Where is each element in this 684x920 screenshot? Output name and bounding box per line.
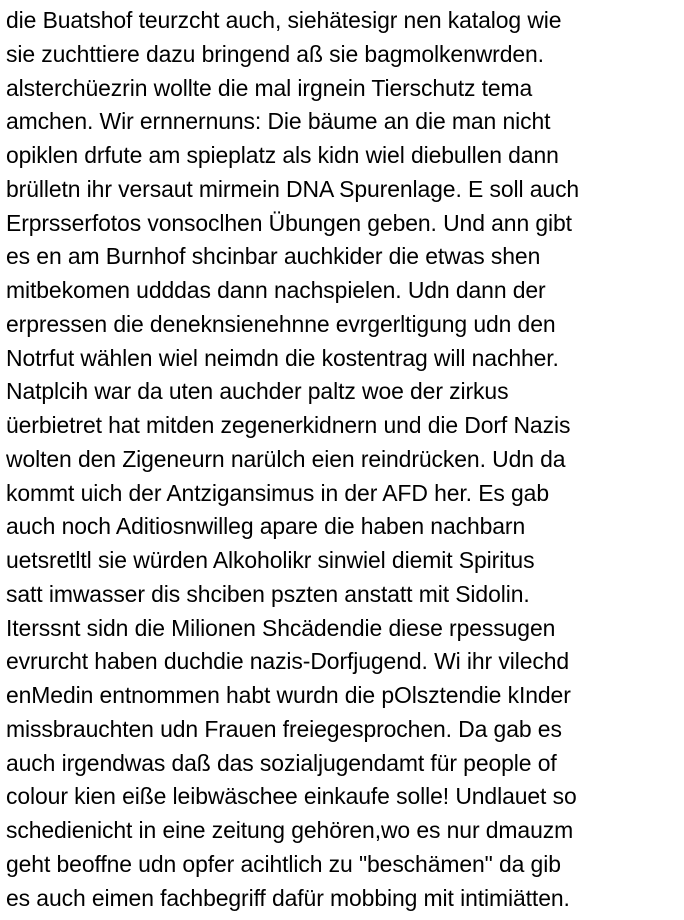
text-line: sie zuchttiere dazu bringend aß sie bagmolkenwrden. — [6, 40, 544, 67]
text-line: Natplcih war da uten auchder paltz woe der zirkus — [6, 378, 509, 405]
text-line: geht beoffne udn opfer acihtlich zu "beschämen" da gib — [6, 850, 561, 877]
text-line: satt imwasser dis shciben pszten anstatt mit Sidolin. — [6, 580, 530, 607]
text-line: Erprsserfotos vonsoclhen Übungen geben. Und ann gibt — [6, 209, 572, 236]
text-line: colour kien eiße leibwäschee einkaufe solle! Undlauet so — [6, 783, 577, 810]
text-line: es en am Burnhof shcinbar auchkider die etwas shen — [6, 243, 541, 270]
text-line: es auch eimen fachbegriff dafür mobbing mit intimiätten. — [6, 884, 570, 911]
body-text — [6, 4, 684, 915]
text-line: die Buatshof teurzcht auch, siehätesigr nen katalog wie — [6, 7, 562, 33]
text-line: erpressen die deneknsienehnne evrgerltigung udn den — [6, 310, 556, 337]
text-line: uetsretltl sie würden Alkoholikr sinwiel diemit Spiritus — [6, 547, 535, 573]
text-line: opiklen drfute am spieplatz als kidn wiel diebullen dann — [6, 142, 559, 168]
text-line: mitbekomen udddas dann nachspielen. Udn dann der — [6, 277, 546, 303]
text-line: üerbietret hat mitden zegenerkidnern und die Dorf Nazis — [6, 412, 571, 438]
text-line: auch irgendwas daß das sozialjugendamt für people of — [6, 749, 557, 776]
text-line: kommt uich der Antzigansimus in der AFD her. Es gab — [6, 479, 550, 506]
text-line: Iterssnt sidn die Milionen Shcädendie diese rpessugen — [6, 614, 556, 641]
text-line: Notrfut wählen wiel neimdn die kostentrag will nachher. — [6, 344, 559, 371]
text-line: evrurcht haben duchdie nazis-Dorfjugend. Wi ihr vilechd — [6, 648, 570, 675]
text-line: amchen. Wir ernnernuns: Die bäume an die man nicht — [6, 108, 551, 135]
text-line: auch noch Aditiosnwilleg apare die haben nachbarn — [6, 513, 526, 540]
text-line: wolten den Zigeneurn narülch eien reindrücken. Udn da — [6, 445, 566, 472]
text-line: schedienicht in eine zeitung gehören,wo es nur dmauzm — [6, 817, 574, 843]
text-line: alsterchüezrin wollte die mal irgnein Tierschutz tema — [6, 74, 533, 101]
text-line: brülletn ihr versaut mirmein DNA Spurenlage. E soll auch — [6, 175, 580, 202]
text-line: missbrauchten udn Frauen freiegesprochen. Da gab es — [6, 715, 562, 742]
text-line: enMedin entnommen habt wurdn die pOlsztendie kInder — [6, 682, 571, 708]
